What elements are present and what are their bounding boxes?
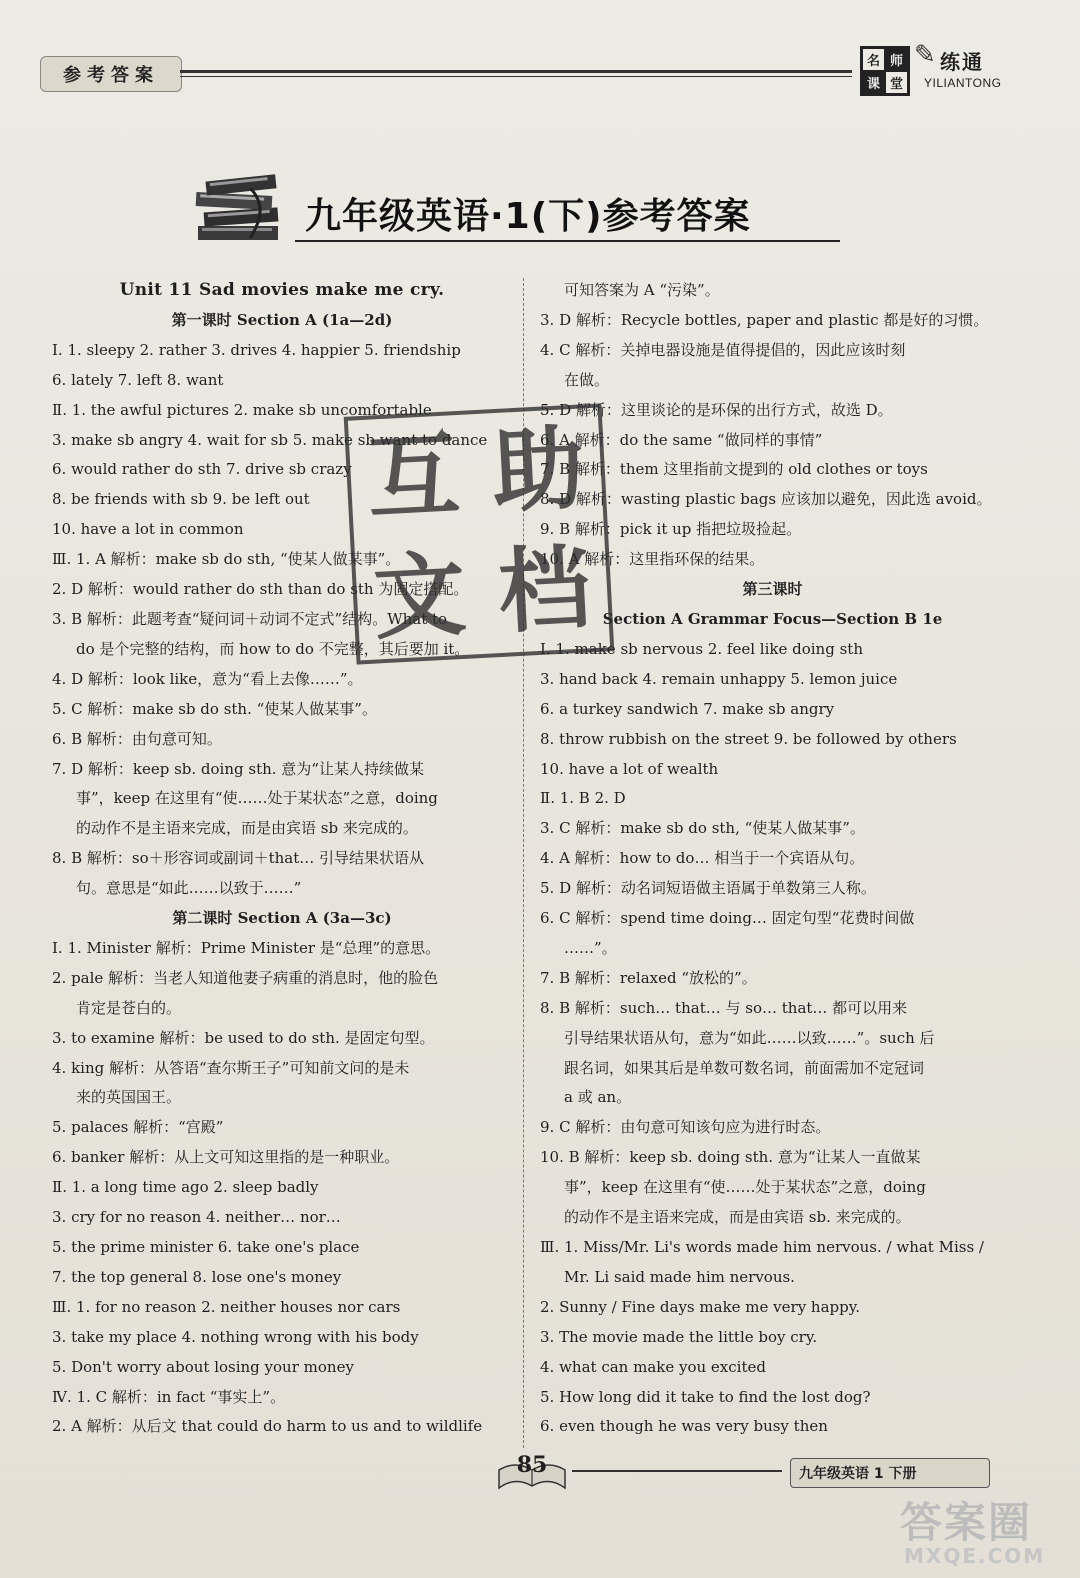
answer-line: 8. B 解析：such… that… 与 so… that… 都可以用来 — [540, 998, 908, 1017]
answer-line: 4. king 解析：从答语“查尔斯王子”可知前文问的是未 — [52, 1058, 410, 1077]
answer-line: 6. even though he was very busy then — [540, 1417, 828, 1436]
answer-line: 6. a turkey sandwich 7. make sb angry — [540, 699, 835, 718]
right-column — [540, 276, 1005, 1442]
answer-line: 4. A 解析：how to do… 相当于一个宾语从句。 — [540, 849, 865, 868]
answer-line: 3. C 解析：make sb do sth, “使某人做某事”。 — [540, 819, 865, 838]
answer-line: 跟名词，如果其后是单数可数名词，前面需加不定冠词 — [564, 1058, 925, 1077]
answer-line: 4. D 解析：look like，意为“看上去像……”。 — [52, 669, 363, 688]
answer-line: Ⅲ. 1. Miss/Mr. Li's words made him nervous. / what Miss / — [540, 1238, 984, 1256]
answer-line: 5. D 解析：这里谈论的是环保的出行方式，故选 D。 — [540, 400, 893, 419]
answer-line: 5. C 解析：make sb do sth. “使某人做某事”。 — [52, 699, 377, 718]
header-rule — [180, 70, 852, 77]
answer-line: 7. the top general 8. lose one's money — [52, 1267, 342, 1286]
answer-line: 6. C 解析：spend time doing… 固定句型“花费时间做 — [540, 909, 915, 928]
brand-logo — [860, 40, 1000, 96]
answer-line: 10. A 解析：这里指环保的结果。 — [540, 550, 765, 569]
answer-line: 句。意思是“如此……以致于……” — [76, 879, 302, 898]
brand-grid-cell: 师 — [885, 48, 908, 71]
answer-line: 8. throw rubbish on the street 9. be followed by others — [540, 729, 957, 748]
answer-line: 2. A 解析：从后文 that could do harm to us and to wildlife — [52, 1417, 483, 1436]
answer-line: Ⅰ. 1. sleepy 2. rather 3. drives 4. happier 5. friendship — [52, 340, 461, 359]
brand-name: 练通 — [940, 50, 984, 74]
title-rule — [295, 240, 840, 242]
watermark-char: 助 — [489, 414, 587, 527]
answer-line: 3. hand back 4. remain unhappy 5. lemon juice — [540, 669, 898, 688]
answer-line: Ⅰ. 1. Minister 解析：Prime Minister 是“总理”的意思。 — [52, 938, 441, 957]
answer-line: 6. banker 解析：从上文可知这里指的是一种职业。 — [52, 1148, 400, 1167]
page-number-text: 85 — [516, 1452, 548, 1478]
answer-line: 6. A 解析：do the same “做同样的事情” — [540, 430, 823, 449]
pen-icon: ✎ — [914, 40, 936, 70]
answer-line: 5. How long did it take to find the lost dog? — [540, 1387, 871, 1406]
header-tag: 参考答案 — [40, 56, 182, 92]
answer-line: Ⅰ. 1. make sb nervous 2. feel like doing sth — [540, 639, 863, 658]
answer-line: 8. D 解析：wasting plastic bags 应该加以避免，因此选 avoid。 — [540, 490, 992, 509]
answer-line: Ⅱ. 1. B 2. D — [540, 789, 626, 808]
answer-line: 4. C 解析：关掉电器设施是值得提倡的，因此应该时刻 — [540, 340, 906, 359]
answer-line: 第二课时 Section A (3a—3c) — [172, 909, 392, 928]
page-number — [495, 1448, 569, 1492]
answer-line: Ⅱ. 1. the awful pictures 2. make sb uncomfortable — [52, 400, 432, 419]
answer-line: 5. the prime minister 6. take one's place — [52, 1238, 360, 1256]
site-watermark-logo — [900, 1490, 1070, 1570]
answer-line: 6. lately 7. left 8. want — [52, 370, 224, 389]
brand-grid — [860, 46, 910, 96]
answer-line: 10. B 解析：keep sb. doing sth. 意为“让某人一直做某 — [540, 1148, 921, 1167]
answer-line: Ⅱ. 1. a long time ago 2. sleep badly — [52, 1178, 319, 1197]
answer-line: 2. pale 解析：当老人知道他妻子病重的消息时，他的脸色 — [52, 968, 439, 987]
site-logo-name: 答案圈 — [900, 1498, 1033, 1547]
answer-line: ……”。 — [564, 938, 617, 957]
answer-line: 2. D 解析：would rather do sth than do sth 为固定搭配。 — [52, 580, 469, 599]
answer-line: 9. C 解析：由句意可知该句应为进行时态。 — [540, 1118, 831, 1137]
answer-line: 7. D 解析：keep sb. doing sth. 意为“让某人持续做某 — [52, 759, 424, 778]
answer-line: 7. B 解析：relaxed “放松的”。 — [540, 968, 757, 987]
answer-line: 事”，keep 在这里有“使……处于某状态”之意，doing — [564, 1178, 926, 1197]
brand-name-latin: YILIANTONG — [924, 76, 1002, 90]
answer-line: 6. would rather do sth 7. drive sb crazy — [52, 460, 352, 479]
answer-line: 5. palaces 解析：“宫殿” — [52, 1118, 224, 1137]
answer-line: do 是个完整的结构，而 how to do 不完整，其后要加 it。 — [76, 639, 470, 658]
answer-line: Section A Grammar Focus—Section B 1e — [602, 609, 943, 628]
watermark-stamp — [344, 403, 615, 664]
answer-line: 9. B 解析：pick it up 指把垃圾捡起。 — [540, 520, 802, 539]
brand-grid-cell: 课 — [862, 71, 885, 94]
answer-line: 5. Don't worry about losing your money — [52, 1357, 354, 1376]
answer-line: 引导结果状语从句，意为“如此……以致……”。such 后 — [564, 1028, 935, 1047]
answer-line: 第三课时 — [742, 580, 803, 599]
answer-line: a 或 an。 — [564, 1088, 632, 1107]
answer-line: 肯定是苍白的。 — [76, 998, 182, 1017]
answer-line: 3. make sb angry 4. wait for sb 5. make sb want to dance — [52, 430, 488, 449]
answer-line: Ⅲ. 1. for no reason 2. neither houses nor cars — [52, 1297, 401, 1316]
watermark-char: 互 — [364, 421, 463, 533]
page-title: 九年级英语·1(下)参考答案 — [305, 196, 751, 237]
answer-line: 8. be friends with sb 9. be left out — [52, 490, 310, 509]
answer-line: 5. D 解析：动名词短语做主语属于单数第三人称。 — [540, 879, 876, 898]
answer-line: 10. have a lot in common — [52, 520, 244, 539]
brand-grid-cell: 堂 — [885, 71, 908, 94]
answer-line: 可知答案为 A “污染”。 — [564, 281, 720, 299]
answer-line: 10. have a lot of wealth — [540, 759, 719, 778]
brand-grid-cell: 名 — [862, 48, 885, 71]
answer-line: Mr. Li said made him nervous. — [564, 1267, 795, 1286]
answer-line: 3. to examine 解析：be used to do sth. 是固定句型。 — [52, 1028, 435, 1047]
answer-line: Ⅲ. 1. A 解析：make sb do sth, “使某人做某事”。 — [52, 550, 401, 569]
answer-line: 3. cry for no reason 4. neither… nor… — [52, 1208, 341, 1227]
answer-line: 来的英国国王。 — [76, 1088, 182, 1107]
watermark-char: 文 — [370, 540, 469, 653]
answer-line: 4. what can make you excited — [540, 1357, 766, 1376]
answer-line: 3. take my place 4. nothing wrong with his body — [52, 1327, 419, 1346]
footer-rule — [572, 1470, 782, 1472]
answer-line: 8. B 解析：so＋形容词或副词＋that… 引导结果状语从 — [52, 849, 425, 868]
book-tag: 九年级英语 1 下册 — [790, 1458, 990, 1488]
answer-line: 2. Sunny / Fine days make me very happy. — [540, 1297, 860, 1316]
site-logo-url: MXQE.COM — [904, 1544, 1046, 1568]
answer-line: 6. B 解析：由句意可知。 — [52, 729, 222, 748]
answer-line: 事”，keep 在这里有“使……处于某状态”之意，doing — [76, 789, 438, 808]
answer-line: 的动作不是主语来完成，而是由宾语 sb. 来完成的。 — [564, 1208, 911, 1227]
watermark-char: 档 — [495, 534, 594, 646]
answer-line: 3. The movie made the little boy cry. — [540, 1327, 818, 1346]
answer-line: 3. B 解析：此题考查“疑问词＋动词不定式”结构。What to — [52, 609, 448, 628]
answer-line: 第一课时 Section A (1a—2d) — [171, 310, 393, 329]
answer-line: Ⅳ. 1. C 解析：in fact “事实上”。 — [52, 1387, 286, 1406]
answer-line: 的动作不是主语来完成，而是由宾语 sb 来完成的。 — [76, 819, 418, 838]
books-icon — [190, 168, 290, 248]
answer-line: 3. D 解析：Recycle bottles, paper and plastic 都是好的习惯。 — [540, 310, 989, 329]
answer-line: 7. B 解析：them 这里指前文提到的 old clothes or toys — [540, 460, 928, 479]
answer-line: Unit 11 Sad movies make me cry. — [119, 280, 445, 300]
answer-line: 在做。 — [564, 370, 610, 389]
